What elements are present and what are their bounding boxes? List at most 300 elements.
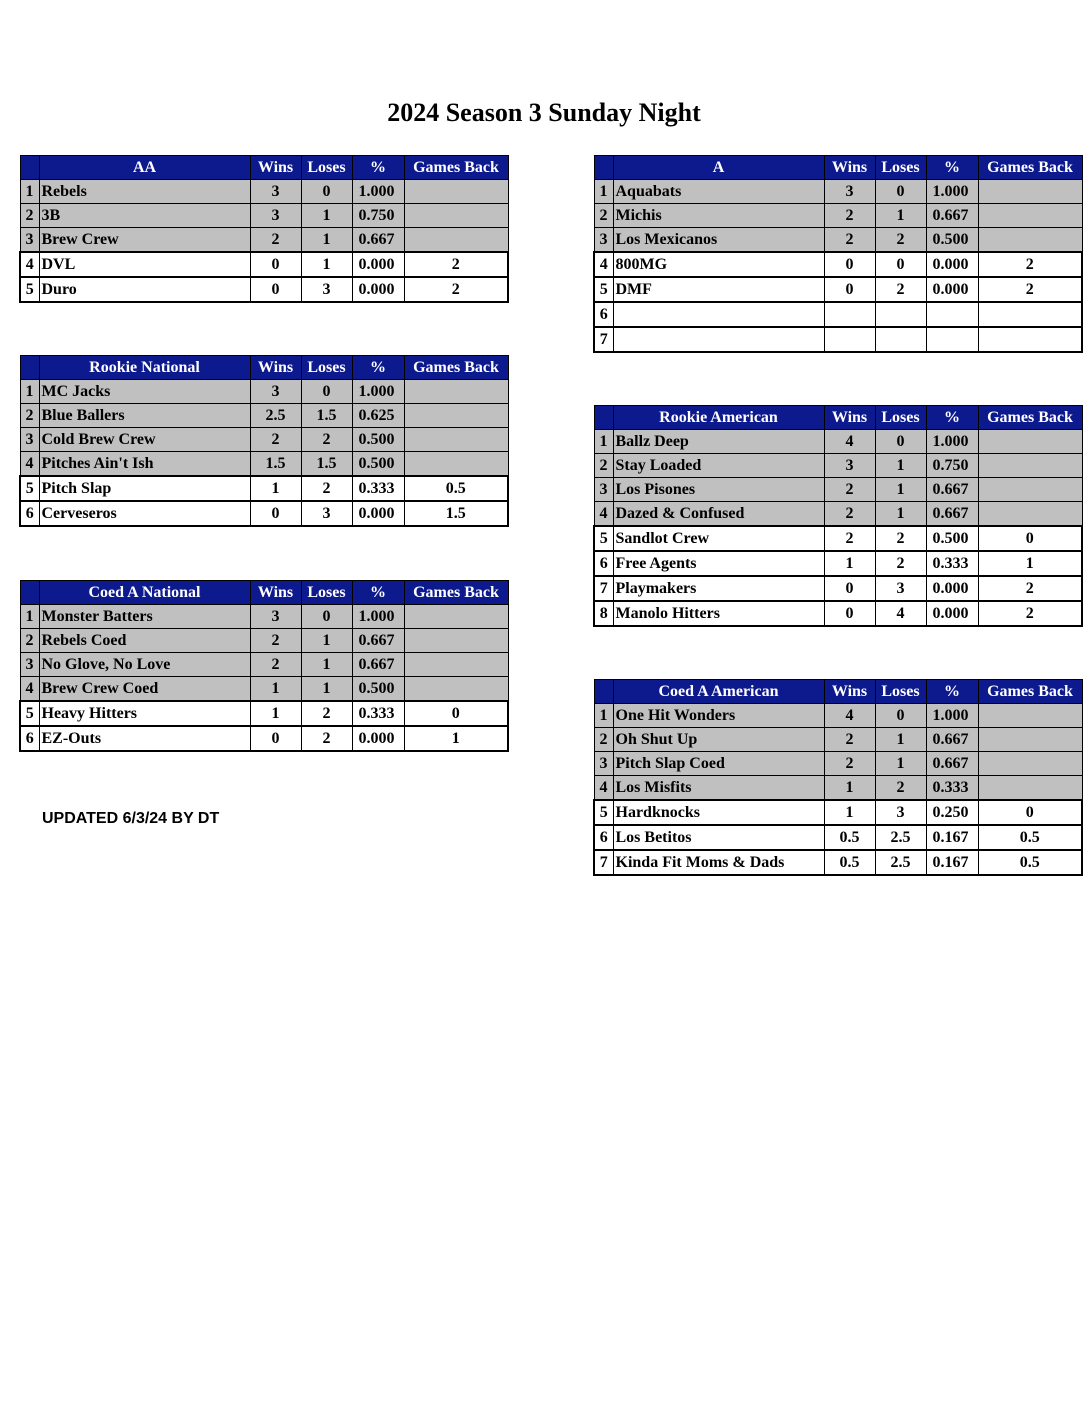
loses-cell: 1 [301, 653, 352, 677]
wins-cell [824, 302, 875, 327]
games-back-cell [978, 454, 1082, 478]
wins-cell: 1 [250, 701, 301, 726]
rank-cell: 7 [594, 576, 613, 601]
table-row [20, 277, 508, 302]
pct-cell: 0.333 [352, 701, 404, 726]
games-back-cell [404, 677, 508, 702]
pct-cell: 0.000 [352, 252, 404, 277]
team-cell: Rebels [39, 180, 250, 204]
games-back-cell: 0 [978, 800, 1082, 825]
games-back-cell [404, 428, 508, 452]
team-cell: Rebels Coed [39, 629, 250, 653]
team-cell: 3B [39, 204, 250, 228]
games-back-cell: 1 [978, 551, 1082, 576]
loses-cell: 2.5 [875, 850, 926, 875]
pct-cell: 0.667 [926, 478, 978, 502]
team-cell: MC Jacks [39, 380, 250, 404]
team-cell: Pitch Slap [39, 476, 250, 501]
games-back-header: Games Back [404, 581, 508, 605]
wins-cell: 2 [250, 653, 301, 677]
rank-cell: 6 [594, 551, 613, 576]
rank-cell: 5 [20, 277, 39, 302]
team-cell: Brew Crew Coed [39, 677, 250, 702]
wins-cell: 2 [824, 478, 875, 502]
standings-table-rookie-national [19, 355, 509, 527]
wins-cell: 0 [824, 277, 875, 302]
team-cell: Michis [613, 204, 824, 228]
header-row [594, 156, 1082, 180]
games-back-cell: 1 [404, 726, 508, 751]
table-row [20, 501, 508, 526]
pct-cell: 0.333 [926, 551, 978, 576]
wins-cell: 0 [824, 252, 875, 277]
wins-cell: 1 [250, 677, 301, 702]
table-row [594, 454, 1082, 478]
standings-table-aa [19, 155, 509, 303]
loses-cell: 0 [875, 180, 926, 204]
pct-cell: 0.333 [926, 776, 978, 801]
team-cell: Blue Ballers [39, 404, 250, 428]
wins-cell: 0 [824, 601, 875, 626]
table-row [594, 850, 1082, 875]
corner-cell [20, 581, 39, 605]
loses-cell: 4 [875, 601, 926, 626]
team-cell: Brew Crew [39, 228, 250, 253]
games-back-cell [978, 204, 1082, 228]
table-row [20, 605, 508, 629]
rank-cell: 2 [20, 204, 39, 228]
page-title: 2024 Season 3 Sunday Night [387, 98, 701, 127]
team-cell: Los Pisones [613, 478, 824, 502]
loses-cell: 3 [875, 800, 926, 825]
table-row [20, 428, 508, 452]
wins-cell: 3 [824, 454, 875, 478]
rank-cell: 1 [20, 180, 39, 204]
table-row [594, 526, 1082, 551]
wins-cell: 1 [250, 476, 301, 501]
table-row [20, 204, 508, 228]
team-cell: Manolo Hitters [613, 601, 824, 626]
wins-cell: 1.5 [250, 452, 301, 477]
team-cell: Cerveseros [39, 501, 250, 526]
table-row [20, 653, 508, 677]
corner-cell [20, 156, 39, 180]
rank-cell: 4 [594, 252, 613, 277]
wins-cell: 2.5 [250, 404, 301, 428]
games-back-cell [978, 180, 1082, 204]
team-cell: EZ-Outs [39, 726, 250, 751]
table-row [594, 277, 1082, 302]
pct-cell [926, 327, 978, 352]
wins-cell: 2 [250, 228, 301, 253]
wins-cell: 2 [824, 228, 875, 253]
rank-cell: 5 [594, 800, 613, 825]
wins-cell: 0 [250, 252, 301, 277]
team-cell: One Hit Wonders [613, 704, 824, 728]
wins-cell: 3 [250, 605, 301, 629]
division-name: Rookie National [39, 356, 250, 380]
rank-cell: 5 [594, 526, 613, 551]
pct-cell: 0.500 [352, 677, 404, 702]
games-back-cell [978, 704, 1082, 728]
pct-cell: 0.750 [926, 454, 978, 478]
wins-cell: 2 [824, 502, 875, 527]
rank-cell: 1 [594, 180, 613, 204]
rank-cell: 3 [594, 478, 613, 502]
rank-cell: 6 [20, 726, 39, 751]
loses-cell: 2 [301, 726, 352, 751]
games-back-cell [404, 180, 508, 204]
loses-cell: 1 [301, 629, 352, 653]
loses-cell: 0 [875, 252, 926, 277]
games-back-cell: 2 [978, 252, 1082, 277]
wins-cell: 2 [250, 428, 301, 452]
games-back-cell: 0.5 [978, 850, 1082, 875]
pct-cell: 1.000 [352, 605, 404, 629]
pct-cell [926, 302, 978, 327]
corner-cell [594, 156, 613, 180]
wins-header: Wins [824, 406, 875, 430]
games-back-cell [978, 302, 1082, 327]
table-row [20, 452, 508, 477]
loses-cell: 1 [875, 752, 926, 776]
loses-header: Loses [301, 156, 352, 180]
games-back-cell: 0 [978, 526, 1082, 551]
corner-cell [594, 680, 613, 704]
team-cell: Dazed & Confused [613, 502, 824, 527]
table-row [594, 327, 1082, 352]
games-back-header: Games Back [404, 356, 508, 380]
pct-header: % [926, 406, 978, 430]
table-row [594, 601, 1082, 626]
loses-cell: 1.5 [301, 404, 352, 428]
wins-cell: 4 [824, 430, 875, 454]
loses-cell: 1 [301, 677, 352, 702]
team-cell: Free Agents [613, 551, 824, 576]
pct-header: % [352, 156, 404, 180]
team-cell: Pitches Ain't Ish [39, 452, 250, 477]
games-back-cell: 2 [404, 252, 508, 277]
rank-cell: 1 [20, 605, 39, 629]
pct-cell: 1.000 [352, 180, 404, 204]
rank-cell: 1 [594, 430, 613, 454]
wins-cell [824, 327, 875, 352]
rank-cell: 5 [20, 476, 39, 501]
pct-cell: 0.625 [352, 404, 404, 428]
games-back-cell [404, 380, 508, 404]
loses-cell: 0 [875, 704, 926, 728]
pct-cell: 0.000 [352, 277, 404, 302]
games-back-cell [404, 204, 508, 228]
table-row [594, 728, 1082, 752]
loses-header: Loses [875, 680, 926, 704]
pct-header: % [352, 356, 404, 380]
rank-cell: 2 [20, 629, 39, 653]
pct-cell: 0.667 [926, 728, 978, 752]
team-cell: DMF [613, 277, 824, 302]
rank-cell: 3 [594, 752, 613, 776]
pct-cell: 0.000 [926, 576, 978, 601]
table-row [20, 228, 508, 253]
loses-cell: 1 [875, 728, 926, 752]
games-back-cell [404, 605, 508, 629]
team-cell: Ballz Deep [613, 430, 824, 454]
games-back-cell [404, 404, 508, 428]
table-row [594, 776, 1082, 801]
rank-cell: 1 [20, 380, 39, 404]
wins-cell: 3 [250, 204, 301, 228]
table-row [594, 252, 1082, 277]
team-cell: Duro [39, 277, 250, 302]
pct-cell: 0.667 [926, 204, 978, 228]
wins-cell: 2 [824, 728, 875, 752]
wins-cell: 3 [824, 180, 875, 204]
header-row [594, 680, 1082, 704]
table-row [594, 752, 1082, 776]
wins-cell: 3 [250, 380, 301, 404]
pct-cell: 0.333 [352, 476, 404, 501]
wins-header: Wins [250, 356, 301, 380]
table-row [20, 476, 508, 501]
table-row [594, 502, 1082, 527]
table-row [594, 825, 1082, 850]
games-back-cell [978, 228, 1082, 253]
team-cell: Heavy Hitters [39, 701, 250, 726]
rank-cell: 2 [594, 728, 613, 752]
wins-cell: 2 [824, 752, 875, 776]
rank-cell: 2 [594, 454, 613, 478]
games-back-cell: 0.5 [404, 476, 508, 501]
pct-cell: 0.000 [926, 252, 978, 277]
games-back-cell: 0.5 [978, 825, 1082, 850]
team-cell: Aquabats [613, 180, 824, 204]
games-back-header: Games Back [978, 680, 1082, 704]
table-row [20, 252, 508, 277]
team-cell: No Glove, No Love [39, 653, 250, 677]
header-row [594, 406, 1082, 430]
team-cell: Los Betitos [613, 825, 824, 850]
loses-cell: 2 [875, 526, 926, 551]
division-name: Rookie American [613, 406, 824, 430]
table-row [20, 726, 508, 751]
games-back-cell [978, 478, 1082, 502]
team-cell: Stay Loaded [613, 454, 824, 478]
pct-header: % [926, 156, 978, 180]
games-back-cell [978, 327, 1082, 352]
table-row [594, 478, 1082, 502]
wins-cell: 2 [824, 526, 875, 551]
rank-cell: 6 [594, 302, 613, 327]
loses-cell: 2 [301, 701, 352, 726]
team-cell: Monster Batters [39, 605, 250, 629]
loses-cell: 2 [875, 551, 926, 576]
rank-cell: 1 [594, 704, 613, 728]
games-back-cell [404, 228, 508, 253]
rank-cell: 4 [20, 452, 39, 477]
loses-header: Loses [875, 156, 926, 180]
games-back-cell: 1.5 [404, 501, 508, 526]
team-cell [613, 327, 824, 352]
loses-cell: 2.5 [875, 825, 926, 850]
pct-cell: 0.167 [926, 850, 978, 875]
pct-cell: 0.250 [926, 800, 978, 825]
loses-cell: 3 [875, 576, 926, 601]
table-row [594, 800, 1082, 825]
division-name: Coed A American [613, 680, 824, 704]
loses-cell: 2 [875, 776, 926, 801]
pct-cell: 0.667 [352, 653, 404, 677]
pct-cell: 0.000 [926, 601, 978, 626]
table-row [20, 380, 508, 404]
loses-header: Loses [875, 406, 926, 430]
corner-cell [594, 406, 613, 430]
rank-cell: 6 [20, 501, 39, 526]
division-name: A [613, 156, 824, 180]
loses-cell: 1.5 [301, 452, 352, 477]
rank-cell: 4 [594, 776, 613, 801]
loses-cell: 2 [875, 277, 926, 302]
division-name: AA [39, 156, 250, 180]
header-row [20, 156, 508, 180]
standings-table-rookie-american [593, 405, 1083, 627]
table-row [594, 551, 1082, 576]
rank-cell: 7 [594, 850, 613, 875]
wins-cell: 0 [250, 277, 301, 302]
pct-cell: 1.000 [926, 180, 978, 204]
pct-cell: 0.000 [352, 501, 404, 526]
table-row [594, 302, 1082, 327]
pct-cell: 1.000 [926, 430, 978, 454]
pct-header: % [352, 581, 404, 605]
rank-cell: 4 [594, 502, 613, 527]
loses-cell: 1 [301, 252, 352, 277]
games-back-cell [404, 629, 508, 653]
games-back-cell [978, 502, 1082, 527]
loses-cell: 0 [301, 605, 352, 629]
standings-table-coed-a-american [593, 679, 1083, 876]
rank-cell: 3 [20, 428, 39, 452]
loses-cell: 2 [301, 476, 352, 501]
team-cell: Kinda Fit Moms & Dads [613, 850, 824, 875]
pct-cell: 0.667 [926, 752, 978, 776]
table-row [20, 404, 508, 428]
team-cell: 800MG [613, 252, 824, 277]
games-back-cell: 2 [978, 601, 1082, 626]
wins-cell: 0.5 [824, 850, 875, 875]
pct-cell: 0.000 [352, 726, 404, 751]
loses-cell: 1 [875, 478, 926, 502]
table-row [594, 576, 1082, 601]
pct-cell: 0.000 [926, 277, 978, 302]
team-cell: Pitch Slap Coed [613, 752, 824, 776]
pct-cell: 0.750 [352, 204, 404, 228]
rank-cell: 2 [594, 204, 613, 228]
pct-cell: 0.667 [926, 502, 978, 527]
games-back-cell: 2 [404, 277, 508, 302]
loses-cell: 1 [875, 502, 926, 527]
team-cell: Playmakers [613, 576, 824, 601]
games-back-cell: 0 [404, 701, 508, 726]
rank-cell: 6 [594, 825, 613, 850]
pct-cell: 0.500 [926, 228, 978, 253]
rank-cell: 2 [20, 404, 39, 428]
corner-cell [20, 356, 39, 380]
team-cell: DVL [39, 252, 250, 277]
pct-cell: 0.167 [926, 825, 978, 850]
table-row [20, 180, 508, 204]
rank-cell: 7 [594, 327, 613, 352]
loses-header: Loses [301, 581, 352, 605]
rank-cell: 5 [20, 701, 39, 726]
team-cell: Los Mexicanos [613, 228, 824, 253]
loses-cell: 1 [301, 204, 352, 228]
wins-header: Wins [250, 581, 301, 605]
table-row [594, 228, 1082, 253]
loses-cell: 3 [301, 501, 352, 526]
table-row [594, 704, 1082, 728]
loses-cell: 2 [875, 228, 926, 253]
team-cell: Los Misfits [613, 776, 824, 801]
rank-cell: 3 [594, 228, 613, 253]
wins-cell: 4 [824, 704, 875, 728]
pct-cell: 0.500 [926, 526, 978, 551]
wins-header: Wins [824, 680, 875, 704]
standings-table-coed-a-national [19, 580, 509, 752]
team-cell: Sandlot Crew [613, 526, 824, 551]
wins-cell: 0 [824, 576, 875, 601]
team-cell [613, 302, 824, 327]
loses-cell: 3 [301, 277, 352, 302]
games-back-header: Games Back [978, 406, 1082, 430]
pct-cell: 1.000 [352, 380, 404, 404]
wins-cell: 2 [824, 204, 875, 228]
pct-cell: 0.667 [352, 629, 404, 653]
updated-note: UPDATED 6/3/24 BY DT [42, 810, 220, 827]
wins-cell: 1 [824, 800, 875, 825]
team-cell: Hardknocks [613, 800, 824, 825]
wins-cell: 0 [250, 726, 301, 751]
table-row [594, 204, 1082, 228]
games-back-cell [978, 776, 1082, 801]
games-back-cell [404, 653, 508, 677]
wins-cell: 1 [824, 551, 875, 576]
loses-header: Loses [301, 356, 352, 380]
pct-cell: 0.667 [352, 228, 404, 253]
wins-cell: 0.5 [824, 825, 875, 850]
pct-cell: 0.500 [352, 428, 404, 452]
table-row [594, 180, 1082, 204]
table-row [20, 629, 508, 653]
wins-header: Wins [824, 156, 875, 180]
loses-cell: 1 [875, 454, 926, 478]
standings-table-a [593, 155, 1083, 353]
loses-cell: 0 [301, 380, 352, 404]
team-cell: Oh Shut Up [613, 728, 824, 752]
loses-cell [875, 327, 926, 352]
rank-cell: 8 [594, 601, 613, 626]
pct-cell: 1.000 [926, 704, 978, 728]
wins-cell: 0 [250, 501, 301, 526]
wins-header: Wins [250, 156, 301, 180]
rank-cell: 3 [20, 228, 39, 253]
games-back-header: Games Back [404, 156, 508, 180]
games-back-header: Games Back [978, 156, 1082, 180]
team-cell: Cold Brew Crew [39, 428, 250, 452]
loses-cell [875, 302, 926, 327]
loses-cell: 1 [875, 204, 926, 228]
pct-cell: 0.500 [352, 452, 404, 477]
rank-cell: 4 [20, 252, 39, 277]
